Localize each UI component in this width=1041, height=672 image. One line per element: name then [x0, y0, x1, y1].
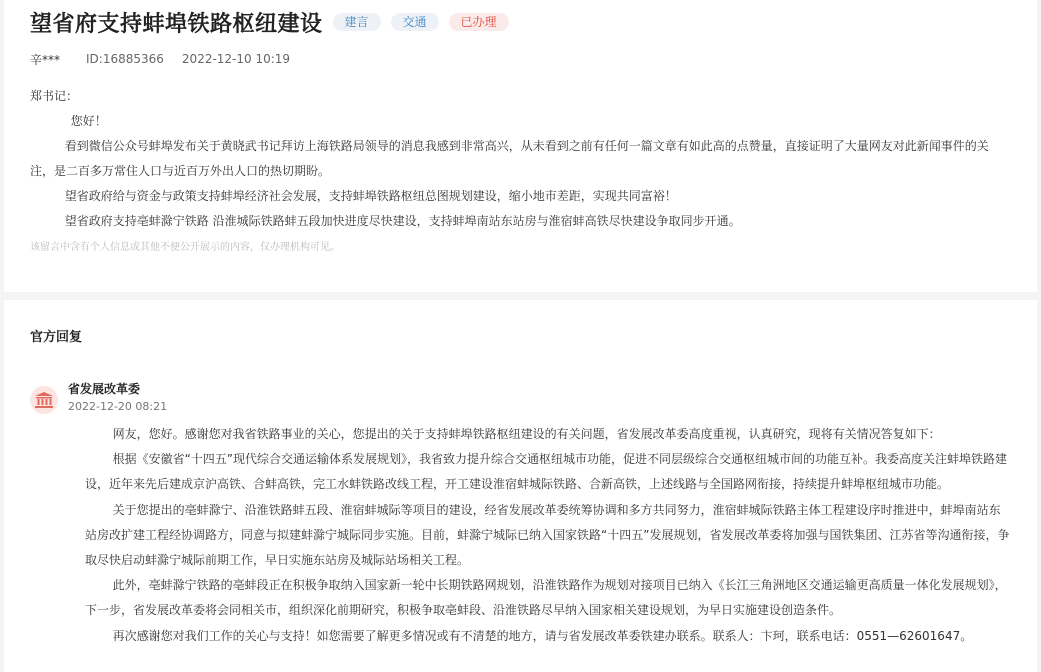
tag-suggestion[interactable]: 建言	[333, 13, 381, 31]
message-paragraph: 看到微信公众号蚌埠发布关于黄晓武书记拜访上海铁路局领导的消息我感到非常高兴，从未看到之前有任何一篇文章有如此高的点赞量，直接证明了大量网友对此新闻事件的关注，是二百多万常住人口与近百万外出人口的热切期盼。	[30, 139, 989, 178]
reply-card	[4, 300, 1037, 672]
privacy-note: 该留言中含有个人信息或其他不便公开展示的内容，仅办理机构可见。	[30, 242, 340, 253]
government-building-icon	[30, 386, 58, 414]
reply-paragraph: 此外，亳蚌滁宁铁路的亳蚌段正在积极争取纳入国家新一轮中长期铁路网规划，沿淮铁路作为规划对接项目已纳入《长江三角洲地区交通运输更高质量一体化发展规划》，下一步，省发展改革委将会同相关市，组织深化前期研究，积极争取亳蚌段、沿淮铁路尽早纳入国家相关建设规划，为早日实施建设创造条件。	[85, 578, 1007, 618]
message-paragraph: 望省政府给与资金与政策支持蚌埠经济社会发展，支持蚌埠铁路枢纽总图规划建设，缩小地市差距，实现共同富裕！	[64, 189, 677, 203]
reply-body	[30, 422, 1011, 649]
author-name: 辛***	[30, 52, 61, 67]
reply-paragraph: 网友，您好。感谢您对我省铁路事业的关心，您提出的关于支持蚌埠铁路枢纽建设的有关问题，省发展改革委高度重视，认真研究，现将有关情况答复如下：	[112, 427, 941, 441]
reply-agency	[30, 380, 1011, 416]
message-id: ID:16885366	[86, 52, 164, 66]
reply-section-title: 官方回复	[30, 330, 83, 345]
reply-paragraph: 根据《安徽省“十四五”现代综合交通运输体系发展规划》，我省致力提升综合交通枢纽城市功能，促进不同层级综合交通枢纽城市间的功能互补。我委高度关注蚌埠铁路建设，近年来先后建成京沪高铁、合蚌高铁，完工水蚌铁路改线工程，开工建设淮宿蚌城际铁路、合新高铁，上述线路与全国路网衔接，持续提升蚌埠枢纽城市功能。	[85, 452, 1008, 492]
reply-paragraph: 关于您提出的亳蚌滁宁、沿淮铁路蚌五段、淮宿蚌城际等项目的建设，经省发展改革委统筹协调和多方共同努力，淮宿蚌城际铁路主体工程建设序时推进中，蚌埠南站东站房改扩建工程经协调路方，同意与拟建蚌滁宁城际同步实施。目前，蚌滁宁城际已纳入国家铁路“十四五”发展规划，省发展改革委将加强与国铁集团、江苏省等沟通衔接，争取尽快启动蚌滁宁城际前期工作，早日实施东站房及城际站场相关工程。	[85, 502, 1010, 568]
page-title: 望省府支持蚌埠铁路枢纽建设	[30, 11, 323, 37]
status-badge: 已办理	[449, 13, 509, 31]
message-card	[4, 0, 1037, 292]
message-meta	[30, 44, 1011, 74]
message-salutation: 郑书记：	[30, 89, 79, 103]
message-paragraph: 望省政府支持亳蚌滁宁铁路 沿淮城际铁路蚌五段加快进度尽快建设，支持蚌埠南站东站房与淮宿蚌高铁尽快建设争取同步开通。	[64, 214, 741, 228]
tag-traffic[interactable]: 交通	[391, 13, 439, 31]
agency-name: 省发展改革委	[68, 382, 141, 396]
reply-time: 2022-12-20 08:21	[68, 400, 168, 413]
title-row	[30, 0, 1011, 44]
message-time: 2022-12-10 10:19	[181, 52, 291, 66]
message-body	[30, 84, 1011, 234]
message-greeting: 您好！	[70, 114, 107, 128]
reply-paragraph: 再次感谢您对我们工作的关心与支持！如您需要了解更多情况或有不清楚的地方，请与省发展改革委铁建办联系。联系人：卞珂，联系电话：0551—62601647。	[112, 628, 973, 643]
